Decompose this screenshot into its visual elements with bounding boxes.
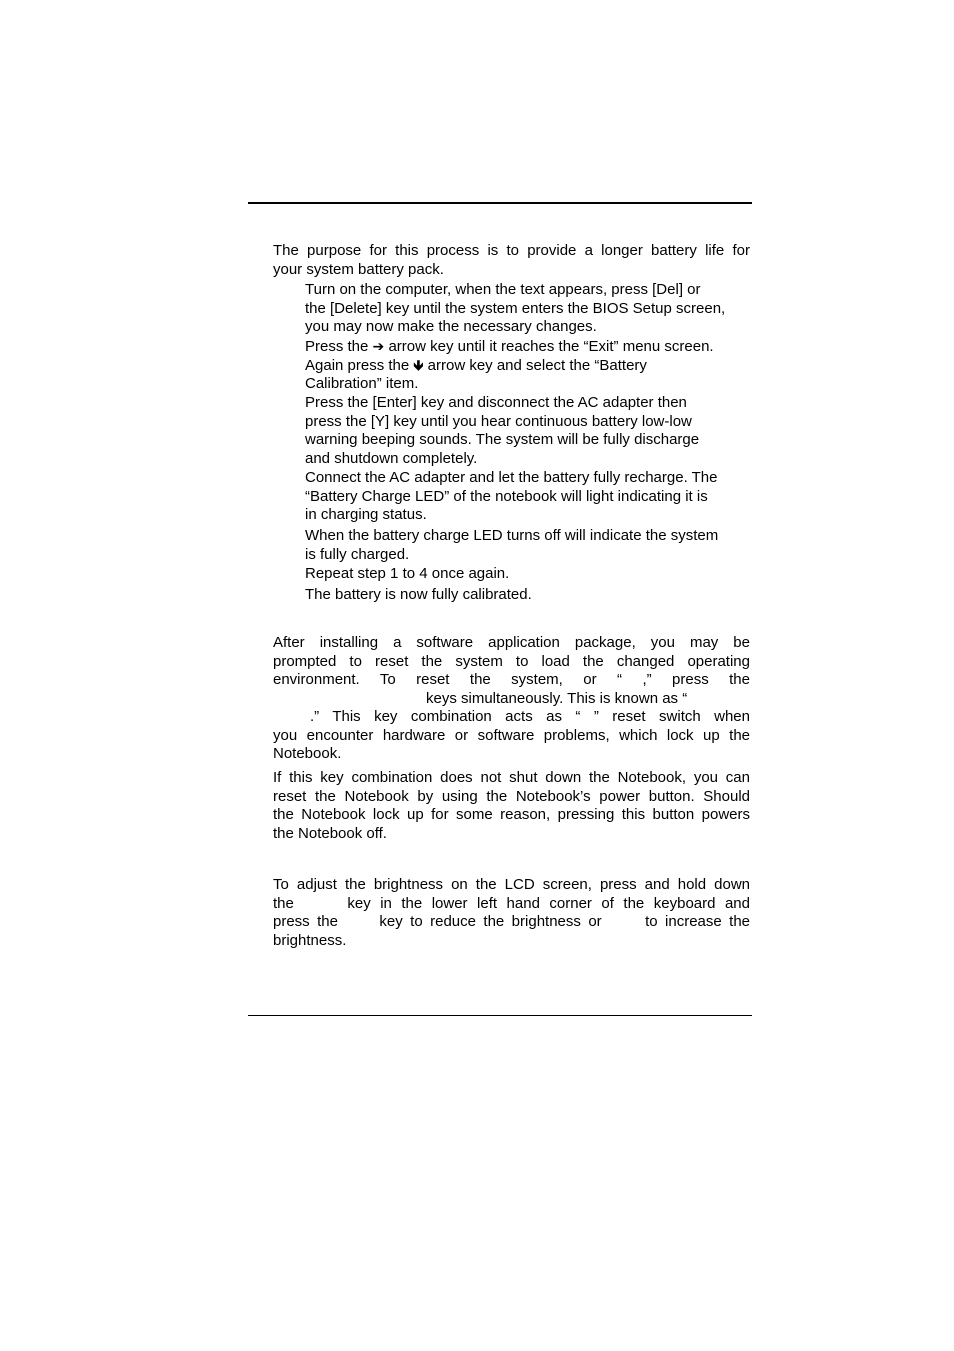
text-run: environment. To reset the system, or “ ,” press the [273, 671, 750, 688]
text-line: .” This key combination acts as “ ” reset switch when [310, 708, 750, 725]
text-line: Connect the AC adapter and let the battery fully recharge. The [305, 469, 718, 486]
text-run: press the [273, 913, 338, 930]
calibration-step-6 [305, 565, 760, 584]
text-line: Notebook. [273, 745, 342, 762]
text-line: If this key combination does not shut down the Notebook, you can [273, 769, 750, 786]
brightness-paragraph [273, 876, 750, 950]
text-run: key in the lower left hand corner of the keyboard and [347, 894, 750, 912]
text-line: keys simultaneously. This is known as “ [426, 689, 688, 707]
reset-power-button-paragraph [273, 769, 750, 843]
calibration-step-3 [305, 394, 760, 468]
text-line: is fully charged. [305, 545, 410, 563]
calibration-step-1 [305, 281, 760, 337]
text-line: the Notebook lock up for some reason, pressing this button powers [273, 806, 750, 823]
text-line: Repeat step 1 to 4 once again. [305, 565, 510, 582]
calibration-step-5 [305, 527, 760, 564]
reset-paragraph [273, 634, 750, 764]
text-line: Press the [Enter] key and disconnect the AC adapter then [305, 394, 687, 411]
text-line [305, 357, 760, 376]
text-line: “Battery Charge LED” of the notebook will light indicating it is [305, 487, 708, 505]
text-run: key to reduce the brightness or [379, 913, 602, 930]
text-line: the Notebook off. [273, 824, 387, 842]
text-run: Again press the [305, 356, 410, 374]
text-run: arrow key and select the “Battery [427, 356, 647, 374]
text-line: The purpose for this process is to provide a longer battery life for [273, 242, 750, 259]
text-line: To adjust the brightness on the LCD screen, press and hold down [273, 876, 750, 893]
battery-intro-paragraph [273, 242, 750, 279]
text-line: your system battery pack. [273, 260, 444, 278]
text-run: Press the [305, 338, 369, 355]
text-line: prompted to reset the system to load the changed operating [273, 652, 750, 670]
header-rule [248, 202, 752, 204]
text-run: arrow key until it reaches the “Exit” menu screen. [388, 338, 714, 355]
calibration-step-4 [305, 469, 760, 525]
text-line: the [Delete] key until the system enters the BIOS Setup screen, [305, 299, 726, 317]
calibration-step-2 [305, 338, 760, 394]
text-line [273, 895, 750, 914]
footer-rule [248, 1015, 752, 1016]
text-run: to increase the [645, 913, 751, 930]
text-line: reset the Notebook by using the Notebook’s power button. Should [273, 787, 750, 805]
text-line [305, 338, 760, 357]
calibration-step-7 [305, 586, 760, 605]
text-line: brightness. [273, 931, 347, 949]
text-line: in charging status. [305, 506, 427, 523]
text-line: and shutdown completely. [305, 449, 478, 467]
text-line: you encounter hardware or software problems, which lock up the [273, 726, 750, 744]
text-line: you may now make the necessary changes. [305, 318, 597, 335]
text-run: the [273, 894, 294, 912]
text-line: warning beeping sounds. The system will be fully discharge [305, 431, 700, 448]
right-arrow-icon: ➔ [372, 339, 385, 355]
text-line: press the [Y] key until you hear continuous battery low-low [305, 412, 692, 430]
text-line: Calibration” item. [305, 375, 419, 392]
text-line: When the battery charge LED turns off will indicate the system [305, 527, 719, 544]
down-arrow-icon: 🡻 [413, 357, 424, 374]
text-line [273, 913, 750, 932]
text-line: After installing a software application package, you may be [273, 634, 750, 651]
text-line: Turn on the computer, when the text appears, press [Del] or [305, 281, 701, 298]
text-line [273, 671, 750, 690]
text-line: The battery is now fully calibrated. [305, 586, 532, 603]
